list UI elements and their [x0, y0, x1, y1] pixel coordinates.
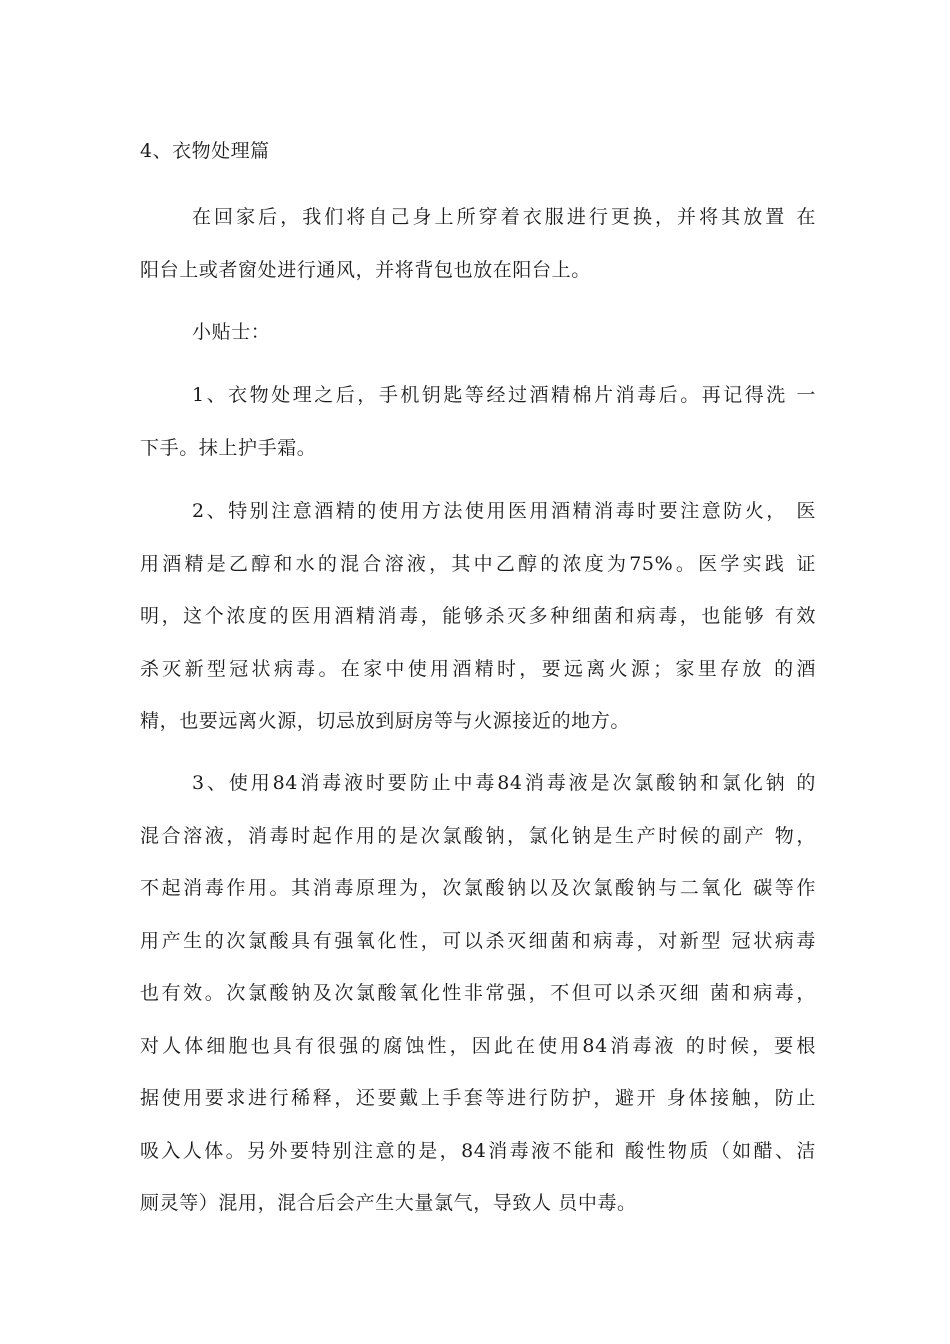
paragraph-line: 也有效。次氯酸钠及次氯酸氧化性非常强，不但可以杀灭细 菌和病毒，	[140, 982, 816, 1004]
paragraph-line: 小贴士：	[192, 321, 271, 343]
paragraph-line: 不起消毒作用。其消毒原理为，次氯酸钠以及次氯酸钠与二氧化 碳等作	[140, 877, 816, 899]
paragraph-line: 吸入人体。另外要特别注意的是，84消毒液不能和 酸性物质（如醋、洁	[140, 1139, 816, 1162]
paragraph-line: 明，这个浓度的医用酒精消毒，能够杀灭多种细菌和病毒，也能够 有效	[140, 605, 816, 627]
paragraph-line: 在回家后，我们将自己身上所穿着衣服进行更换，并将其放置 在	[192, 206, 816, 228]
section-heading: 4、衣物处理篇	[140, 140, 270, 162]
paragraph-tips-label	[140, 306, 816, 359]
paragraph-line: 1、衣物处理之后，手机钥匙等经过酒精棉片消毒后。再记得洗 一	[192, 384, 816, 406]
paragraph-line: 3、使用84消毒液时要防止中毒84消毒液是次氯酸钠和氯化钠 的	[192, 772, 816, 794]
paragraph-line: 据使用要求进行稀释，还要戴上手套等进行防护，避开 身体接触，防止	[140, 1087, 816, 1109]
paragraph-line: 下手。抹上护手霜。	[140, 436, 317, 459]
paragraph-tip-1	[140, 369, 816, 474]
paragraph-line: 混合溶液，消毒时起作用的是次氯酸钠，氯化钠是生产时候的副产 物，	[140, 824, 816, 847]
paragraph-line: 对人体细胞也具有很强的腐蚀性，因此在使用84消毒液 的时候，要根	[140, 1034, 816, 1057]
paragraph-tip-2	[140, 485, 816, 748]
paragraph-line: 杀灭新型冠状病毒。在家中使用酒精时，要远离火源；家里存放 的酒	[140, 657, 816, 680]
paragraph-line: 用酒精是乙醇和水的混合溶液，其中乙醇的浓度为75%。医学实践 证	[140, 552, 816, 575]
paragraph-line: 用产生的次氯酸具有强氧化性，可以杀灭细菌和病毒，对新型 冠状病毒	[140, 929, 816, 952]
paragraph-line: 2、特别注意酒精的使用方法使用医用酒精消毒时要注意防火， 医	[192, 500, 816, 522]
paragraph-return-home	[140, 191, 816, 296]
paragraph-line: 厕灵等）混用，混合后会产生大量氯气，导致人 员中毒。	[140, 1192, 637, 1214]
paragraph-line: 阳台上或者窗处进行通风，并将背包也放在阳台上。	[140, 258, 591, 281]
paragraph-tip-3	[140, 757, 816, 1230]
paragraph-line: 精，也要远离火源，切忌放到厨房等与火源接近的地方。	[140, 710, 631, 732]
